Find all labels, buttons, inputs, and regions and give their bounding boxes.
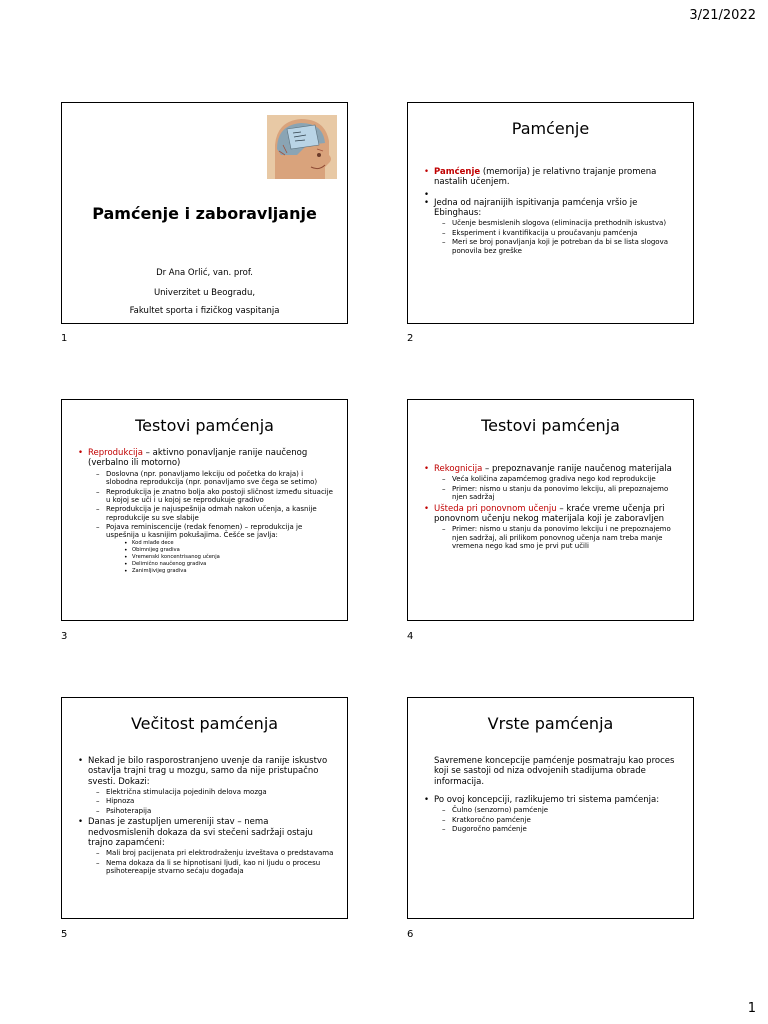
brain-head-illustration [267, 115, 337, 179]
sub-item: – Doslovna (npr. ponavljamo lekciju od početka do kraja) i slobodna reprodukcija (npr. ponavljamo sve čega se setimo) [88, 470, 335, 487]
sub-sub-item: • Obimnijeg gradiva [106, 547, 335, 554]
slide-2-title: Pamćenje [511, 119, 590, 138]
slide-1-heading: Pamćenje i zaboravljanje [92, 204, 317, 223]
bullet-text: – aktivno ponavljanje ranije naučenog (verbalno ili motorno) [88, 448, 308, 469]
slide-2-number: 2 [407, 333, 414, 344]
slide-4-bullets [424, 464, 681, 550]
author-name: Dr Ana Orlić, van. prof. [156, 268, 253, 278]
slide-4 [407, 399, 694, 621]
sub-item: – Hipnoza [88, 797, 335, 805]
bullet-text: – prepoznavanje ranije naučenog materijala [482, 464, 672, 474]
sub-item: – Meri se broj ponavljanja koji je potreban da bi se lista slogova ponovila bez greške [434, 238, 681, 255]
slide-6 [407, 697, 694, 919]
slide-5 [61, 697, 348, 919]
bullet-text: – kraće vreme učenja pri ponovnom učenju nekog materijala koji je zaboravljen [434, 503, 665, 524]
slide-5-bullets [78, 756, 335, 876]
slide-2-bullets [424, 167, 681, 255]
sub-item: – Eksperiment i kvantifikacija u proučavanju pamćenja [434, 229, 681, 237]
sub-sub-item: • Vremenski koncentrisanog učenja [106, 554, 335, 561]
author-university: Univerzitet u Beogradu, [153, 288, 256, 298]
slide-5-title: Večitost pamćenja [130, 714, 279, 733]
bullet-text: Jedna od najranijih ispitivanja pamćenja vršio je Ebinghaus: [434, 197, 638, 219]
sub-item: – Psihoterapija [88, 807, 335, 815]
list-item [424, 167, 681, 188]
slide-6-title: Vrste pamćenja [487, 714, 614, 733]
sub-item: – Reprodukcija je znatno bolja ako postoji sličnost između situacije u kojoj se uči i u kojoj se reprodukuje gradivo [88, 488, 335, 505]
sub-item: – Primer: nismo u stanju da ponovimo lekciju i ne prepoznajemo njen sadržaj, ali prilikom ponovnog učenja nam treba manje vremena nego kad smo je prvi put učili [434, 525, 681, 550]
slide-1-title [61, 102, 348, 324]
bullet-text: Po ovoj koncepciji, razlikujemo tri sistema pamćenja: [434, 795, 660, 806]
list-item [424, 198, 681, 255]
slide-1-number: 1 [61, 333, 68, 344]
slide-3 [61, 399, 348, 621]
bullet-text: Nekad je bilo rasporostranjeno uvenje da ranije iskustvo ostavlja trajni trag u mozgu, samo da nije pristupačno svesti. Dokazi: [88, 756, 328, 787]
slide-3-bullets [78, 448, 335, 575]
sub-item: – Električna stimulacija pojedinih delova mozga [88, 788, 335, 796]
bullet-text: (memorija) je relativno trajanje promena nastalih učenjem. [434, 167, 657, 188]
sub-item: – Mali broj pacijenata pri elektrodraženju izveštava o predstavama [88, 849, 335, 857]
sub-item-text: Pojava reminiscencije (redak fenomen) – reprodukcija je uspešnija u kasnijim pokušajima. Češće se javlja: [106, 523, 303, 540]
author-faculty: Fakultet sporta i fizičkog vaspitanja [129, 306, 280, 316]
slide-6-number: 6 [407, 929, 414, 940]
sub-item: – Kratkoročno pamćenje [434, 816, 681, 824]
slide-3-title: Testovi pamćenja [135, 416, 274, 435]
intro-paragraph: Savremene koncepcije pamćenje posmatraju kao proces koji se sastoji od niza odvojenih stadijuma obrade informacija. [434, 756, 675, 787]
term-highlight: Rekognicija [434, 464, 483, 474]
term-highlight: Reprodukcija [88, 448, 143, 458]
term-highlight: Pamćenje [434, 167, 481, 177]
sub-item: – Učenje besmislenih slogova (eliminacija prethodnih iskustva) [434, 219, 681, 227]
sub-sub-item: • Zanimljivijeg gradiva [106, 568, 335, 575]
list-item [78, 448, 335, 575]
sub-item: – Nema dokaza da li se hipnotisani ljudi, kao ni ljudu o procesu psihotereapije stvarno sećaju događaja [88, 859, 335, 876]
slide-6-bullets [424, 795, 681, 834]
bullet-text: Danas je zastupljen umereniji stav – nema nedvosmislenih dokaza da svi stečeni sadržaji ostaju trajno zapamćeni: [88, 817, 313, 848]
slide-4-title: Testovi pamćenja [481, 416, 620, 435]
slide-5-number: 5 [61, 929, 68, 940]
slide-4-number: 4 [407, 631, 414, 642]
sub-item: – Dugoročno pamćenje [434, 825, 681, 833]
list-item [78, 817, 335, 875]
sub-item [88, 523, 335, 575]
term-highlight: Ušteda pri ponovnom učenju [434, 503, 557, 514]
page-number: 1 [747, 1001, 756, 1016]
sub-item: – Reprodukcija je najuspešnija odmah nakon učenja, a kasnije reprodukcije su sve slabije [88, 505, 335, 522]
sub-item: – Čulno (senzorno) pamćenje [434, 806, 681, 814]
sub-item: – Veća količina zapamćemog gradiva nego kod reprodukcije [434, 475, 681, 483]
sub-sub-item: • Delimično naučenog gradiva [106, 561, 335, 568]
print-date: 3/21/2022 [689, 8, 756, 23]
list-item [424, 504, 681, 551]
list-item [424, 464, 681, 502]
slide-2 [407, 102, 694, 324]
list-item [424, 795, 681, 834]
sub-item: – Primer: nismo u stanju da ponovimo lekciju, ali prepoznajemo njen sadržaj [434, 485, 681, 502]
slide-3-number: 3 [61, 631, 68, 642]
sub-sub-item: • Kod mlađe dece [106, 540, 335, 547]
list-item [78, 756, 335, 815]
